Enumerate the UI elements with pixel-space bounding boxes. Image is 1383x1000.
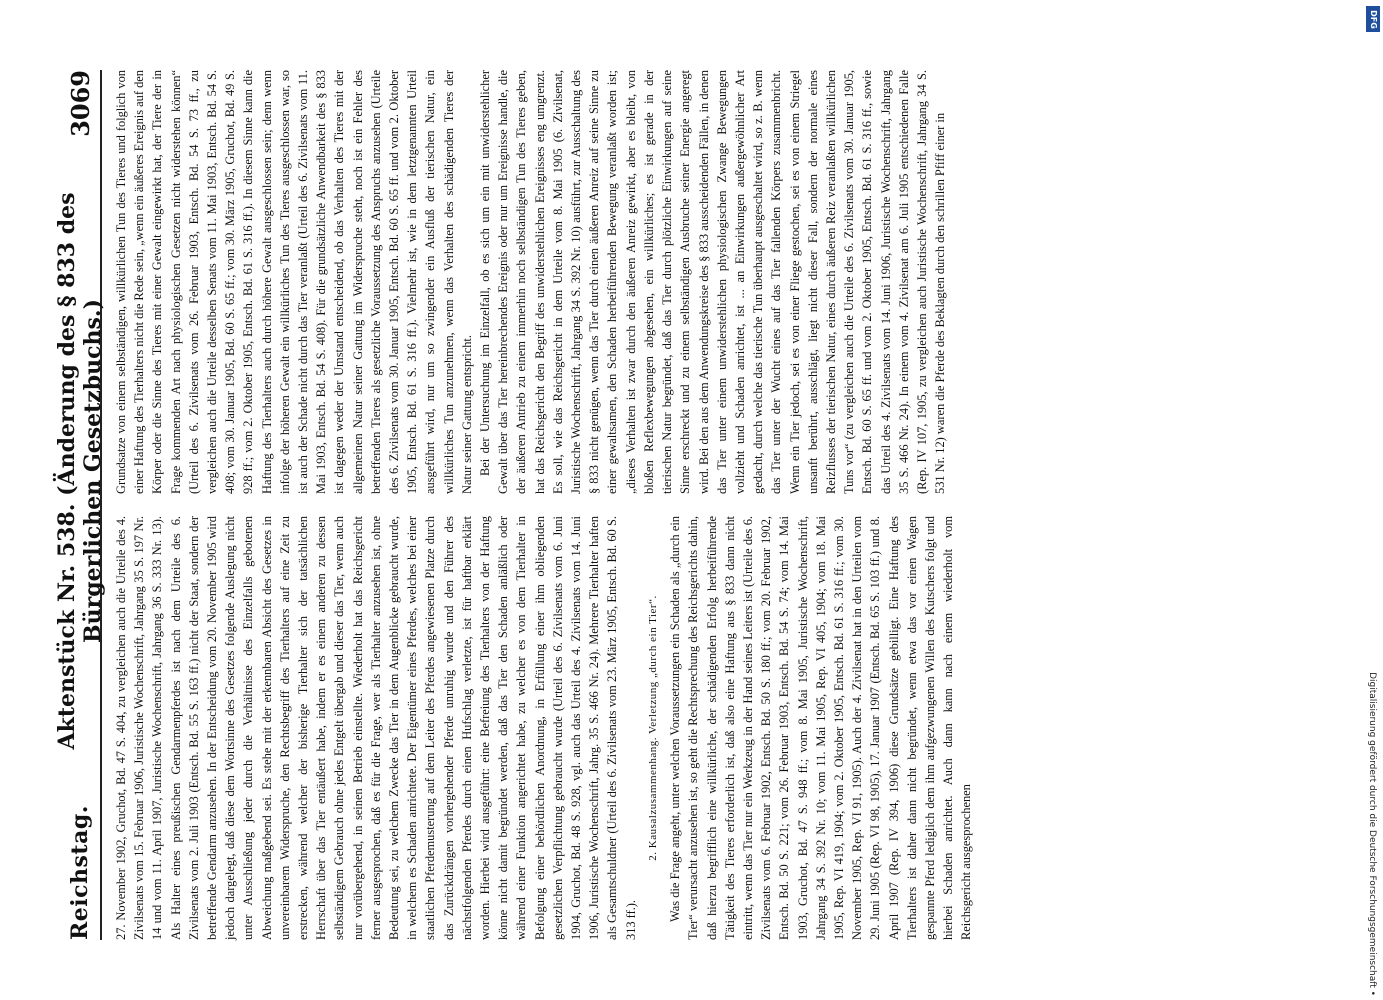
column-right	[112, 70, 1342, 494]
dfg-logo-icon	[1366, 6, 1380, 32]
paragraph: Grundsatze von einem selbständigen, willkürlichen Tun des Tieres und folglich von einer Haftung des Tierhalters nicht die Rede sein, „wenn ein äußeres Ereignis auf den Körper oder die Sinne des Tieres mit einer Gewalt eingewirkt hat, der Tiere der in Frage kommenden Art nach physiologischen Gesetzen nicht widerstehen können“ (Urteil des 6. Zivilsenats vom 26. Februar 1903, Entsch. Bd. 54 S. 73 ff., zu vergleichen auch die Urteile desselben Senats vom 11. Mai 1903, Entsch. Bd. 54 S. 408; vom 30. Januar 1905, Bd. 60 S. 65 ff.; vom 30. März 1905, Gruchot, Bd. 49 S. 928 ff.; vom 2. Oktober 1905, Entsch. Bd. 61 S. 316 ff.). In diesem Sinne kann die Haftung des Tierhalters auch durch höhere Gewalt ausgeschlossen sein; denn wenn infolge der höheren Gewalt ein willkürliches Tun des Tieres ausgeschlossen war, so ist auch der Schade nicht durch das Tier veranlaßt (Urteil des 6. Zivilsenats vom 11. Mai 1903, Entsch. Bd. 54 S. 408). Für die grundsätzliche Anwendbarkeit des § 833 ist dagegen weder der Umstand entscheidend, ob das Verhalten des Tieres mit der allgemeinen Natur seiner Gattung im Widerspruche steht, noch ist ein Fehler des betreffenden Tieres als gesetzliche Voraussetzung des Anspruchs anzusehen (Urteile des 6. Zivilsenats vom 30. Januar 1905, Entsch. Bd. 60 S. 65 ff. und vom 2. Oktober 1905, Entsch. Bd. 61 S. 316 ff.). Vielmehr ist, wie in dem letztgenannten Urteil ausgeführt wird, nur um so zwingender ein Ausfluß der tierischen Natur, ein willkürliches Tun anzunehmen, wenn das Verhalten des schädigenden Tieres der Natur seiner Gattung entspricht.	[114, 70, 474, 494]
section-subheading: 2. Kausalzusammenhang. Verletzung „durch ein Tier“.	[646, 595, 659, 861]
document-page	[54, 70, 1350, 940]
header-left: Reichstag.	[67, 805, 93, 940]
page-header	[54, 70, 106, 940]
text-columns	[112, 70, 1342, 940]
paragraph: 27. November 1902, Gruchot, Bd. 47 S. 404, zu vergleichen auch die Urteile des 4. Zivilsenats vom 15. Februar 1906, Juristische Wochenschrift, Jahrgang 35 S. 197 Nr. 14 und vom 11. April 1907, Juristische Wochenschrift, Jahrgang 36 S. 333 Nr. 13). Als Halter eines preußischen Gendarmenpferdes ist nach dem Urteile des 6. Zivilsenats vom 2. Juli 1903 (Entsch. Bd. 55 S. 163 ff.) nicht der Staat, sondern der betreffende Gendarm anzusehen. In der Entscheidung vom 20. November 1905 wird jedoch dargelegt, daß diese dem Wortsinne des Gesetzes folgende Auslegung nicht unter Ausschließung jeder durch die Verhältnisse des Einzelfalls gebotenen Abweichung maßgebend sei. Es stehe mit der erkennbaren Absicht des Gesetzes in unvereinbarem Widerspruche, den Rechtsbegriff des Tierhalters auf eine Zeit zu erstrecken, während welcher der bisherige Tierhalter sich der tatsächlichen Herrschaft über das Tier entäußert habe, indem er es einem anderen zu dessen selbständigem Gebrauch ohne jedes Entgelt übergab und dieser das Tier, wenn auch nur vorübergehend, in seinen Betrieb einstellte. Wiederholt hat das Reichsgericht ferner ausgesprochen, daß es für die Frage, wer als Tierhalter anzusehen ist, ohne Bedeutung sei, zu welchem Zwecke das Tier in dem Augenblicke gebraucht wurde, in welchem es Schaden anrichtete. Der Eigentümer eines Pferdes, welches bei einer staatlichen Pferdemusterung auf dem Leiter des Pferdes angewiesenen Platze durch das Zurückdrängen vorhergehender Pferde unruhig wurde und den Führer des nächstfolgenden Pferdes durch einen Hufschlag verletzte, ist für haftbar erklärt worden. Hierbei wird ausgeführt: eine Befreiung des Tierhalters von der Haftung könne nicht damit begründet werden, daß das Tier den Schaden anläßlich oder während einer Funktion angerichtet habe, zu welcher es von dem Tierhalter in Befolgung einer behördlichen Anordnung, in Erfüllung einer ihm obliegenden gesetzlichen Verpflichtung gebraucht wurde (Urteil des 6. Zivilsenats vom 6. Juni 1904, Gruchot, Bd. 48 S. 928, vgl. auch das Urteil des 4. Zivilsenats vom 14. Juni 1906, Juristische Wochenschrift, Jahrg. 35 S. 466 Nr. 24). Mehrere Tierhalter haften als Gesamtschuldner (Urteil des 6. Zivilsenats vom 23. März 1905, Entsch. Bd. 60 S. 313 ff.).	[114, 516, 638, 940]
header-title: Aktenstück Nr. 538. (Änderung des § 833 des Bürgerlichen Gesetzbuchs.)	[54, 192, 106, 750]
column-left	[112, 516, 1342, 940]
credit-text: Digitalisierung gefördert durch die Deutsche Forschungsgemeinschaft •	[1367, 672, 1377, 996]
paragraph: Bei der Untersuchung im Einzelfall, ob es sich um ein mit unwiderstehlicher Gewalt über das Tier hereinbrechendes Ereignis oder nur um Ereignisse handle, die der äußeren Antrieb zu einem immerhin noch selbständigen Tun des Tieres geben, hat das Reichsgericht den Begriff des unwiderstehlichen Ereignisses eng umgrenzt. Es soll, wie das Reichsgericht in dem Urteile vom 8. Mai 1905 (6. Zivilsenat, Juristische Wochenschrift, Jahrgang 34 S. 392 Nr. 10) ausführt, zur Ausschaltung des § 833 nicht genügen, wenn das Tier durch einen äußeren Anreiz auf seine Sinne zu einer gewaltsamen, den Schaden herbeiführenden Bewegung veranlaßt worden ist; „dieses Verhalten ist zwar durch den äußeren Anreiz gewirkt, aber es bleibt, von bloßen Reflexbewegungen abgesehen, ein willkürliches; es ist gerade in der tierischen Natur begründet, daß das Tier durch plötzliche Einwirkungen auf seine Sinne erschreckt und zu einem selbständigen Ausbruche seiner Energie angeregt wird. Bei den aus dem Anwendungskreise des § 833 ausscheidenden Fällen, in denen das Tier unter einem unwiderstehlichen physiologischen Zwange Bewegungen vollzieht und Schaden anrichtet, ist ... an Einwirkungen außergewöhnlicher Art gedacht, durch welche das tierische Tun überhaupt ausgeschaltet wird, so z. B. wenn das Tier unter der Wucht eines auf das Tier fallenden Körpers zusammenbricht. Wenn ein Tier jedoch, sei es von einer Fliege gestochen, sei es von einem Striegel unsanft berührt, ausschlägt, liegt nicht dieser Fall, sondern der normale eines Reizflusses der tierischen Natur, eines durch äußeren Reiz veranlaßten willkürlichen Tuns vor“ (zu vergleichen auch die Urteile des 6. Zivilsenats vom 30. Januar 1905, Entsch. Bd. 60 S. 65 ff. und vom 2. Oktober 1905, Entsch. Bd. 61 S. 316 ff., sowie das Urteil des 4. Zivilsenats vom 14. Juni 1906, Juristische Wochenschrift, Jahrgang 35 S. 466 Nr. 24). In einem vom 4. Zivilsenat am 6. Juli 1905 entschiedenen Falle (Rep. IV 107, 1905, zu vergleichen auch Juristische Wochenschrift, Jahrgang 34 S. 531 Nr. 12) waren die Pferde des Beklagten durch den schrillen Pfiff einer in	[478, 70, 948, 494]
paragraph: Was die Frage angeht, unter welchen Voraussetzungen ein Schaden als „durch ein Tier“ verursacht anzusehen ist, so geht die Rechtsprechung des Reichsgerichts dahin, daß hierzu begrifflich eine willkürliche, der schädigenden Erfolg herbeiführende Tätigkeit des Tieres erforderlich ist, daß also eine Haftung aus § 833 dann nicht eintritt, wenn das Tier nur ein Werkzeug in der Hand seines Leiters ist (Urteile des 6. Zivilsenats vom 6. Februar 1902, Entsch. Bd. 50 S. 180 ff.; vom 20. Februar 1902, Entsch. Bd. 50 S. 221; vom 26. Februar 1903, Entsch. Bd. 54 S. 74; vom 14. Mai 1903, Gruchot, Bd. 47 S. 948 ff.; vom 8. Mai 1905, Juristische Wochenschrift, Jahrgang 34 S. 392 Nr. 10; vom 11. Mai 1905, Rep. VI 405, 1904; vom 18. Mai 1905, Rep. VI 419, 1904; vom 2. Oktober 1905, Entsch. Bd. 61 S. 316 ff.; vom 30. November 1905, Rep. VI 91, 1905). Auch der 4. Zivilsenat hat in den Urteilen vom 29. Juni 1905 (Rep. VI 98, 1905), 17. Januar 1907 (Entsch. Bd. 65 S. 103 ff.) und 8. April 1907 (Rep. IV 394, 1906) diese Grundsätze gebilligt. Eine Haftung des Tierhalters ist daher dann nicht begründet, wenn etwa das vor einen Wagen gespannte Pferd lediglich dem ihm aufgezwungenen Willen des Kutschers folgt und hierbei Schaden anrichtet. Auch dann kann nach einem wiederholt vom Reichsgericht ausgesprochenen	[668, 516, 974, 940]
digitization-credit	[1361, 6, 1379, 996]
page-number: 3069	[65, 70, 95, 137]
dfg-logo-text: DFG	[1368, 9, 1378, 29]
